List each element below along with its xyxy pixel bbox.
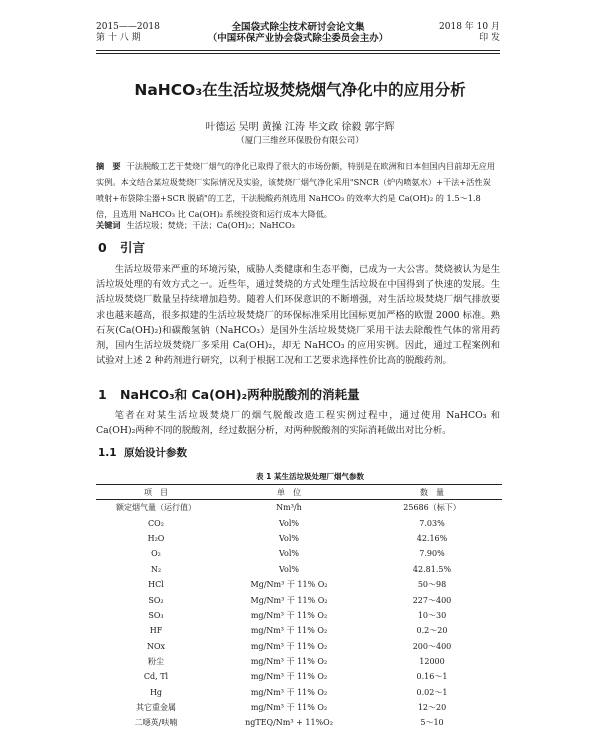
cell-item: NOx	[146, 641, 166, 651]
cell-amount: 5～10	[420, 717, 444, 727]
cell-amount: 200～400	[412, 641, 452, 651]
section-heading-consumption	[98, 385, 360, 403]
consumption-paragraph: 笔者在对某生活垃圾焚烧厂的烟气脱酸改造工程实例过程中，通过使用 NaHCO₃ 和 Ca(OH)₂两种不同的脱酸剂，经过数据分析，对两种脱酸剂的实际消耗做出对比分析。	[96, 410, 500, 437]
table-row	[96, 592, 502, 607]
table-row	[96, 715, 502, 729]
affiliation: （厦门三维丝环保股份有限公司）	[236, 136, 364, 146]
cell-item: 二噁英/呋喃	[134, 717, 178, 727]
table-row	[96, 639, 502, 654]
cell-amount: 7.90%	[419, 549, 445, 559]
keywords	[96, 220, 498, 231]
paper-title: NaHCO₃在生活垃圾焚烧烟气净化中的应用分析	[134, 81, 466, 99]
subsection-heading	[98, 445, 187, 460]
table-row	[96, 608, 502, 623]
cell-item: 其它重金属	[136, 703, 176, 713]
cell-amount: 0.16～1	[416, 672, 448, 682]
header-left-line2: 第 十 八 期	[96, 33, 141, 43]
cell-unit: mg/Nm³ 干 11% O₂	[250, 657, 328, 667]
table-header-row	[96, 485, 502, 500]
keywords-label: 关键词	[96, 220, 121, 230]
header-left-line1: 2015——2018	[96, 22, 160, 32]
table-row	[96, 531, 502, 546]
section-number: 0	[98, 240, 107, 255]
table-row	[96, 562, 502, 577]
table-row	[96, 577, 502, 592]
cell-item: 粉尘	[148, 657, 164, 667]
cell-amount: 42.16%	[416, 533, 448, 543]
header-center-line1: 全国袋式除尘技术研讨会论文集	[231, 22, 365, 33]
running-header	[96, 22, 500, 52]
subsection-number: 1.1	[98, 447, 117, 459]
header-rule-thin	[96, 53, 500, 54]
header-right-line1: 2018 年 10 月	[439, 22, 500, 32]
cell-amount: 0.2～20	[416, 626, 448, 636]
abstract-label: 摘 要	[96, 161, 121, 171]
cell-unit: mg/Nm³ 干 11% O₂	[250, 672, 328, 682]
cell-unit: Vol%	[278, 533, 300, 543]
cell-item: 额定烟气量（运行值）	[116, 503, 196, 513]
abstract-text: 干法脱酸工艺于焚烧厂烟气的净化已取得了很大的市场份额，特别是在欧洲和日本但国内目前却无应用实例。本文结合某垃圾焚烧厂实际情况及实验，该焚烧厂烟气净化采用"SNCR（炉内喷氨水）+干法+活性炭喷射+布袋除尘器+SCR 脱硝"的工艺，干法脱酸药剂选用 NaHCO₃ 的效率大约是 Ca(OH)₂ 的 1.5～1.8 倍，且选用 NaHCO₃ 比 Ca(OH)₂ 系统投资和运行成本大降低。	[96, 161, 496, 219]
table-row	[96, 654, 502, 669]
table-row	[96, 500, 502, 516]
header-right-line2: 印 发	[479, 33, 500, 43]
column-header-item: 项 目	[96, 485, 216, 500]
cell-unit: mg/Nm³ 干 11% O₂	[250, 626, 328, 636]
cell-item: HCl	[148, 580, 164, 590]
intro-paragraph: 生活垃圾带来严重的环境污染，威胁人类健康和生态平衡，已成为一大公害。焚烧被认为是生活垃圾处理的有效方式之一。近些年，通过焚烧的方式处理生活垃圾在中国得到了快速的发展。生活垃圾焚烧厂数量呈持续增加趋势。随着人们环保意识的不断增强，对生活垃圾焚烧厂烟气排放要求也越来越高，很多拟建的生活垃圾焚烧厂的环保标准采用比国标更加严格的欧盟 2000 标准。熟石灰(Ca(OH)₂)和碳酸氢钠（NaHCO₃）是国外生活垃圾焚烧厂采用干法去除酸性气体的常用药剂，国内生活垃圾焚烧厂多采用 Ca(OH)₂，却无 NaHCO₃ 的应用实例。因此，通过工程案例和试验对上述 2 种药剂进行研究，以利于根据工况和工艺要求选择性价比高的脱酸药剂。	[96, 264, 500, 367]
table-caption: 表 1 某生活垃圾处理厂烟气参数	[256, 472, 364, 481]
table-row	[96, 700, 502, 715]
cell-unit: mg/Nm³ 干 11% O₂	[250, 641, 328, 651]
cell-item: O₂	[151, 549, 161, 559]
cell-amount: 12～20	[417, 703, 447, 713]
table-row	[96, 623, 502, 638]
cell-unit: Mg/Nm³ 干 11% O₂	[250, 580, 328, 590]
section-title: 引言	[120, 240, 146, 255]
cell-amount: 0.02～1	[416, 687, 448, 697]
abstract	[96, 158, 498, 222]
column-header-amount: 数 量	[362, 485, 502, 500]
cell-unit: mg/Nm³ 干 11% O₂	[250, 687, 328, 697]
cell-unit: mg/Nm³ 干 11% O₂	[250, 610, 328, 620]
cell-unit: Vol%	[278, 564, 300, 574]
header-rule	[96, 50, 500, 51]
cell-unit: Vol%	[278, 549, 300, 559]
table-row	[96, 515, 502, 530]
cell-unit: ngTEQ/Nm³ + 11%O₂	[245, 717, 333, 727]
cell-unit: Vol%	[278, 518, 300, 528]
cell-item: HF	[149, 626, 163, 636]
cell-amount: 7.03%	[419, 518, 445, 528]
cell-unit: Mg/Nm³ 干 11% O₂	[250, 595, 328, 605]
cell-amount: 50～98	[417, 580, 447, 590]
table-row	[96, 669, 502, 684]
cell-item: Cd, Tl	[143, 672, 169, 682]
cell-item: SO₃	[148, 610, 164, 620]
section-heading-intro	[98, 238, 145, 256]
column-header-unit: 单 位	[216, 485, 362, 500]
table-row	[96, 685, 502, 700]
cell-amount: 10～30	[417, 610, 447, 620]
cell-item: N₂	[150, 564, 162, 574]
flue-gas-parameter-table	[96, 484, 502, 729]
cell-item: CO₂	[148, 518, 164, 528]
section-title: NaHCO₃和 Ca(OH)₂两种脱酸剂的消耗量	[120, 387, 360, 402]
cell-amount: 25686（标下）	[403, 503, 461, 513]
cell-amount: 227～400	[412, 595, 452, 605]
cell-unit: mg/Nm³ 干 11% O₂	[250, 703, 328, 713]
cell-item: H₂O	[147, 533, 165, 543]
keywords-text: 生活垃圾；焚烧；干法；Ca(OH)₂；NaHCO₃	[126, 220, 295, 230]
header-right	[439, 22, 500, 44]
cell-unit: Nm³/h	[276, 503, 302, 513]
section-number: 1	[98, 387, 107, 402]
cell-item: Hg	[149, 687, 163, 697]
header-center-line2: （中国环保产业协会袋式除尘委员会主办）	[207, 33, 389, 44]
cell-item: SO₂	[148, 595, 164, 605]
subsection-title: 原始设计参数	[124, 447, 187, 459]
cell-amount: 42.81.5%	[412, 564, 452, 574]
author-list: 叶德运 吴明 黄操 江涛 毕文政 徐毅 郭宇辉	[205, 122, 395, 133]
cell-amount: 12000	[419, 657, 445, 667]
table-row	[96, 546, 502, 561]
